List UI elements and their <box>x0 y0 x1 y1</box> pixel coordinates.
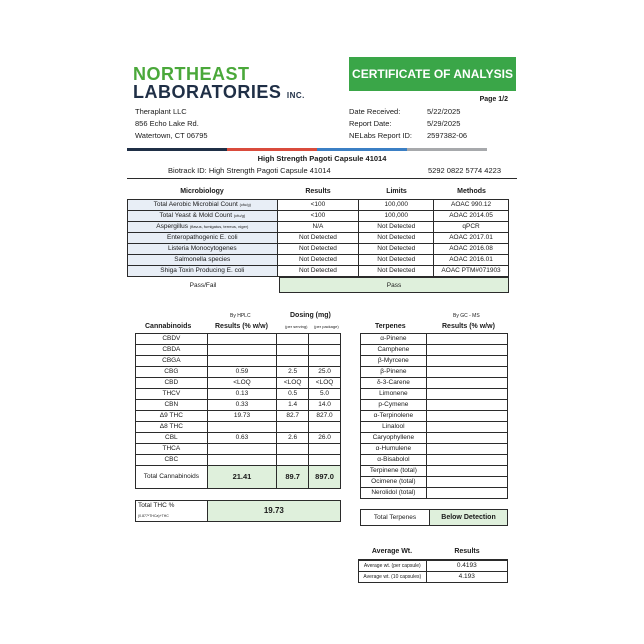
cannabinoid-package <box>309 422 341 433</box>
cannabinoid-result: 0.13 <box>207 389 277 400</box>
terpene-row <box>361 444 508 455</box>
cannabinoid-name: Δ9 THC <box>136 411 208 422</box>
cannabinoid-result: 0.33 <box>207 400 277 411</box>
cannabinoid-name: THCA <box>136 444 208 455</box>
terpene-row <box>361 367 508 378</box>
micro-header-name: Microbiology <box>180 188 224 195</box>
cannabinoid-serving <box>277 444 309 455</box>
micro-table <box>127 199 509 277</box>
client-address-line1: 856 Echo Lake Rd. <box>135 119 199 128</box>
total-cannabinoids-row <box>136 466 341 489</box>
micro-result: N/A <box>277 222 359 233</box>
cannabinoid-serving <box>277 334 309 345</box>
terpene-row <box>361 466 508 477</box>
micro-row <box>128 255 509 266</box>
terpene-name: Ocimene (total) <box>361 477 427 488</box>
biotrack-row <box>168 165 331 177</box>
cannabinoid-row <box>136 367 341 378</box>
micro-result: <100 <box>277 200 359 211</box>
report-info <box>349 106 509 142</box>
cannabinoid-result: 19.73 <box>207 411 277 422</box>
cannabinoid-serving: <LOQ <box>277 378 309 389</box>
micro-test-label: Total Aerobic Microbial Count <box>153 201 238 208</box>
micro-test-name <box>128 255 278 266</box>
cannabinoid-table <box>135 333 341 489</box>
micro-row <box>128 222 509 233</box>
micro-result: Not Detected <box>277 255 359 266</box>
per-package-label: (per package) <box>314 324 339 329</box>
report-id-label: NELabs Report ID: <box>349 131 412 140</box>
cannabinoid-serving <box>277 455 309 466</box>
weight-value: 4.193 <box>426 572 507 583</box>
micro-test-name <box>128 266 278 277</box>
cannabinoid-result <box>207 356 277 367</box>
micro-test-unit: (cfu/g) <box>233 213 246 218</box>
per-serving-label: (per serving) <box>285 324 308 329</box>
micro-limit: Not Detected <box>359 244 434 255</box>
cannabinoid-package: <LOQ <box>309 378 341 389</box>
micro-limit: Not Detected <box>359 266 434 277</box>
micro-test-unit: (cfu/g) <box>239 202 251 207</box>
terpene-name: Terpinene (total) <box>361 466 427 477</box>
cannabinoid-package: 827.0 <box>309 411 341 422</box>
pass-fail-table <box>127 277 509 293</box>
micro-limit: Not Detected <box>359 222 434 233</box>
report-date-label: Report Date: <box>349 119 392 128</box>
total-thc-formula: (0.877*THCa)+THC <box>138 514 169 518</box>
terpene-name: Nerolidol (total) <box>361 488 427 499</box>
terpene-results-header: Results (% w/w) <box>442 323 495 330</box>
terpene-row <box>361 455 508 466</box>
cannabinoid-row <box>136 411 341 422</box>
micro-test-label: Total Yeast & Mold Count <box>159 212 233 219</box>
total-thc-value: 19.73 <box>207 501 340 522</box>
terpene-result <box>426 444 507 455</box>
terpene-row <box>361 477 508 488</box>
cannabinoid-package <box>309 334 341 345</box>
logo-suffix: INC. <box>286 91 305 100</box>
terpene-table <box>360 333 508 499</box>
cannabinoid-result <box>207 345 277 356</box>
terpene-name: β-Pinene <box>361 367 427 378</box>
micro-row <box>128 200 509 211</box>
cannabinoid-name: CBDV <box>136 334 208 345</box>
sample-title: High Strength Pagoti Capsule 41014 <box>257 154 387 163</box>
cannabinoid-results-header: Results (% w/w) <box>215 323 268 330</box>
micro-method: AOAC 2016.01 <box>434 255 509 266</box>
cannabinoid-name: CBGA <box>136 356 208 367</box>
weight-table <box>358 560 508 583</box>
terpene-result <box>426 378 507 389</box>
micro-method: AOAC PTM#071903 <box>434 266 509 277</box>
cannabinoid-result <box>207 455 277 466</box>
terpene-name: Camphene <box>361 345 427 356</box>
report-date-value: 5/29/2025 <box>427 119 461 128</box>
micro-header-limits: Limits <box>386 188 407 195</box>
weight-header <box>358 548 508 560</box>
cannabinoid-result: 0.59 <box>207 367 277 378</box>
weight-header-name: Average Wt. <box>371 548 413 555</box>
micro-row <box>128 266 509 277</box>
cannabinoid-name: THCV <box>136 389 208 400</box>
terpene-result <box>426 466 507 477</box>
micro-test-unit: (flavus, fumigatus, terreus, niger) <box>189 224 249 229</box>
terpene-name: Linalool <box>361 422 427 433</box>
micro-row <box>128 244 509 255</box>
cannabinoid-result <box>207 422 277 433</box>
cannabinoid-package <box>309 345 341 356</box>
terpene-name: β-Myrcene <box>361 356 427 367</box>
cannabinoid-package: 25.0 <box>309 367 341 378</box>
micro-result: Not Detected <box>277 244 359 255</box>
micro-row <box>128 233 509 244</box>
cannabinoid-serving: 2.6 <box>277 433 309 444</box>
micro-result: <100 <box>277 211 359 222</box>
cannabinoid-serving: 2.5 <box>277 367 309 378</box>
total-terpenes-value: Below Detection <box>430 510 508 526</box>
cannabinoid-row <box>136 345 341 356</box>
page-number: Page 1/2 <box>479 96 508 103</box>
micro-test-name <box>128 233 278 244</box>
micro-header-results: Results <box>305 188 331 195</box>
client-address <box>135 106 208 142</box>
terpene-name: α-Humulene <box>361 444 427 455</box>
total-cannabinoids-label: Total Cannabinoids <box>136 466 208 489</box>
cannabinoid-row <box>136 455 341 466</box>
micro-limit: 100,000 <box>359 211 434 222</box>
micro-limit: Not Detected <box>359 233 434 244</box>
terpene-row <box>361 488 508 499</box>
micro-test-name <box>128 200 278 211</box>
weight-value: 0.4193 <box>426 561 507 572</box>
cannabinoid-package: 26.0 <box>309 433 341 444</box>
report-id-value: 2597382-06 <box>427 131 468 140</box>
cannabinoid-name: CBN <box>136 400 208 411</box>
cannabinoid-method: By HPLC <box>230 313 251 319</box>
micro-header-methods: Methods <box>457 188 486 195</box>
cannabinoid-serving <box>277 422 309 433</box>
total-thc-table <box>135 500 341 522</box>
terpene-name: α-Terpinolene <box>361 411 427 422</box>
micro-result: Not Detected <box>277 266 359 277</box>
terpene-result <box>426 389 507 400</box>
microbiology-section <box>127 188 509 293</box>
terpene-name: Caryophyllene <box>361 433 427 444</box>
cannabinoid-name: CBG <box>136 367 208 378</box>
terpene-result <box>426 455 507 466</box>
terpene-row <box>361 356 508 367</box>
terpene-name: p-Cymene <box>361 400 427 411</box>
cannabinoid-row <box>136 444 341 455</box>
cannabinoid-serving <box>277 345 309 356</box>
cannabinoid-package: 14.0 <box>309 400 341 411</box>
terpene-result <box>426 488 507 499</box>
terpene-row <box>361 389 508 400</box>
terpene-result <box>426 422 507 433</box>
terpene-result <box>426 334 507 345</box>
micro-test-label: Enteropathogenic E. coli <box>167 234 238 241</box>
terpene-result <box>426 411 507 422</box>
terpenes-header: Terpenes <box>375 323 406 330</box>
cannabinoid-row <box>136 378 341 389</box>
cannabinoid-package: 5.0 <box>309 389 341 400</box>
cannabinoid-name: CBC <box>136 455 208 466</box>
cannabinoid-serving <box>277 356 309 367</box>
total-cannabinoids-result: 21.41 <box>207 466 277 489</box>
cannabinoid-name: Δ8 THC <box>136 422 208 433</box>
total-thc-label: Total THC % (0.877*THCa)+THC <box>136 501 208 522</box>
terpene-result <box>426 433 507 444</box>
terpene-name: α-Bisabolol <box>361 455 427 466</box>
total-terpenes-table <box>360 509 508 526</box>
cannabinoid-result <box>207 444 277 455</box>
color-divider <box>127 148 487 151</box>
cannabinoid-name: CBDA <box>136 345 208 356</box>
micro-method: qPCR <box>434 222 509 233</box>
weight-header-result: Results <box>454 548 480 555</box>
micro-method: AOAC 2016.08 <box>434 244 509 255</box>
terpene-name: δ-3-Carene <box>361 378 427 389</box>
micro-test-name <box>128 211 278 222</box>
cannabinoid-row <box>136 433 341 444</box>
date-received-value: 5/22/2025 <box>427 107 461 116</box>
terpene-row <box>361 433 508 444</box>
total-terpenes-label: Total Terpenes <box>361 510 430 526</box>
terpene-row <box>361 378 508 389</box>
cannabinoid-name: CBL <box>136 433 208 444</box>
logo-line1: NORTHEAST <box>133 64 250 84</box>
cannabinoid-serving: 1.4 <box>277 400 309 411</box>
cannabinoid-result: <LOQ <box>207 378 277 389</box>
micro-test-name <box>128 222 278 233</box>
cannabinoids-header: Cannabinoids <box>145 323 192 330</box>
terpene-row <box>361 345 508 356</box>
logo-line2: LABORATORIES INC. <box>133 82 305 102</box>
weight-label: Average wt. (10 capsules) <box>359 572 427 583</box>
terpene-result <box>426 367 507 378</box>
weight-label: Average wt. (per capsule) <box>359 561 427 572</box>
cannabinoid-result <box>207 334 277 345</box>
dosing-label: Dosing (mg) <box>290 312 331 319</box>
cannabinoid-serving: 82.7 <box>277 411 309 422</box>
client-address-line2: Watertown, CT 06795 <box>135 131 208 140</box>
terpene-row <box>361 411 508 422</box>
total-cannabinoids-package: 897.0 <box>309 466 341 489</box>
cannabinoid-row <box>136 334 341 345</box>
micro-method: AOAC 2014.05 <box>434 211 509 222</box>
cannabinoid-row <box>136 389 341 400</box>
micro-test-label: Listeria Monocytogenes <box>167 245 237 252</box>
terpene-row <box>361 422 508 433</box>
cannabinoid-result: 0.63 <box>207 433 277 444</box>
biotrack-label: Biotrack ID: <box>168 166 207 175</box>
date-received-label: Date Received: <box>349 107 401 116</box>
micro-test-label: Aspergillus <box>156 223 189 230</box>
terpene-result <box>426 400 507 411</box>
cannabinoid-row <box>136 400 341 411</box>
company-logo <box>133 65 333 105</box>
cannabinoid-row <box>136 422 341 433</box>
biotrack-id: 5292 0822 5774 4223 <box>428 166 501 175</box>
certificate-banner: CERTIFICATE OF ANALYSIS <box>349 57 516 91</box>
cannabinoid-package <box>309 455 341 466</box>
micro-test-label: Shiga Toxin Producing E. coli <box>160 267 245 274</box>
cannabinoid-name: CBD <box>136 378 208 389</box>
micro-limit: Not Detected <box>359 255 434 266</box>
micro-test-label: Salmonella species <box>174 256 231 263</box>
terpene-result <box>426 345 507 356</box>
pass-fail-label: Pass/Fail <box>189 281 217 289</box>
biotrack-name: High Strength Pagoti Capsule 41014 <box>208 166 331 175</box>
terpene-result <box>426 477 507 488</box>
micro-method: AOAC 2017.01 <box>434 233 509 244</box>
micro-header <box>127 188 509 199</box>
terpene-method: By GC - MS <box>453 313 480 319</box>
cannabinoid-package <box>309 356 341 367</box>
terpene-row <box>361 400 508 411</box>
pass-fail-value: Pass <box>280 278 509 293</box>
cannabinoid-serving: 0.5 <box>277 389 309 400</box>
micro-limit: 100,000 <box>359 200 434 211</box>
micro-method: AOAC 990.12 <box>434 200 509 211</box>
weight-row <box>359 561 508 572</box>
micro-row <box>128 211 509 222</box>
micro-test-name <box>128 244 278 255</box>
weight-row <box>359 572 508 583</box>
terpene-name: Limonene <box>361 389 427 400</box>
cannabinoid-row <box>136 356 341 367</box>
micro-result: Not Detected <box>277 233 359 244</box>
cannabinoid-package <box>309 444 341 455</box>
terpene-name: α-Pinene <box>361 334 427 345</box>
terpene-result <box>426 356 507 367</box>
title-divider <box>127 178 517 179</box>
weight-section <box>358 548 508 583</box>
total-cannabinoids-serving: 89.7 <box>277 466 309 489</box>
client-name: Theraplant LLC <box>135 107 187 116</box>
terpene-row <box>361 334 508 345</box>
